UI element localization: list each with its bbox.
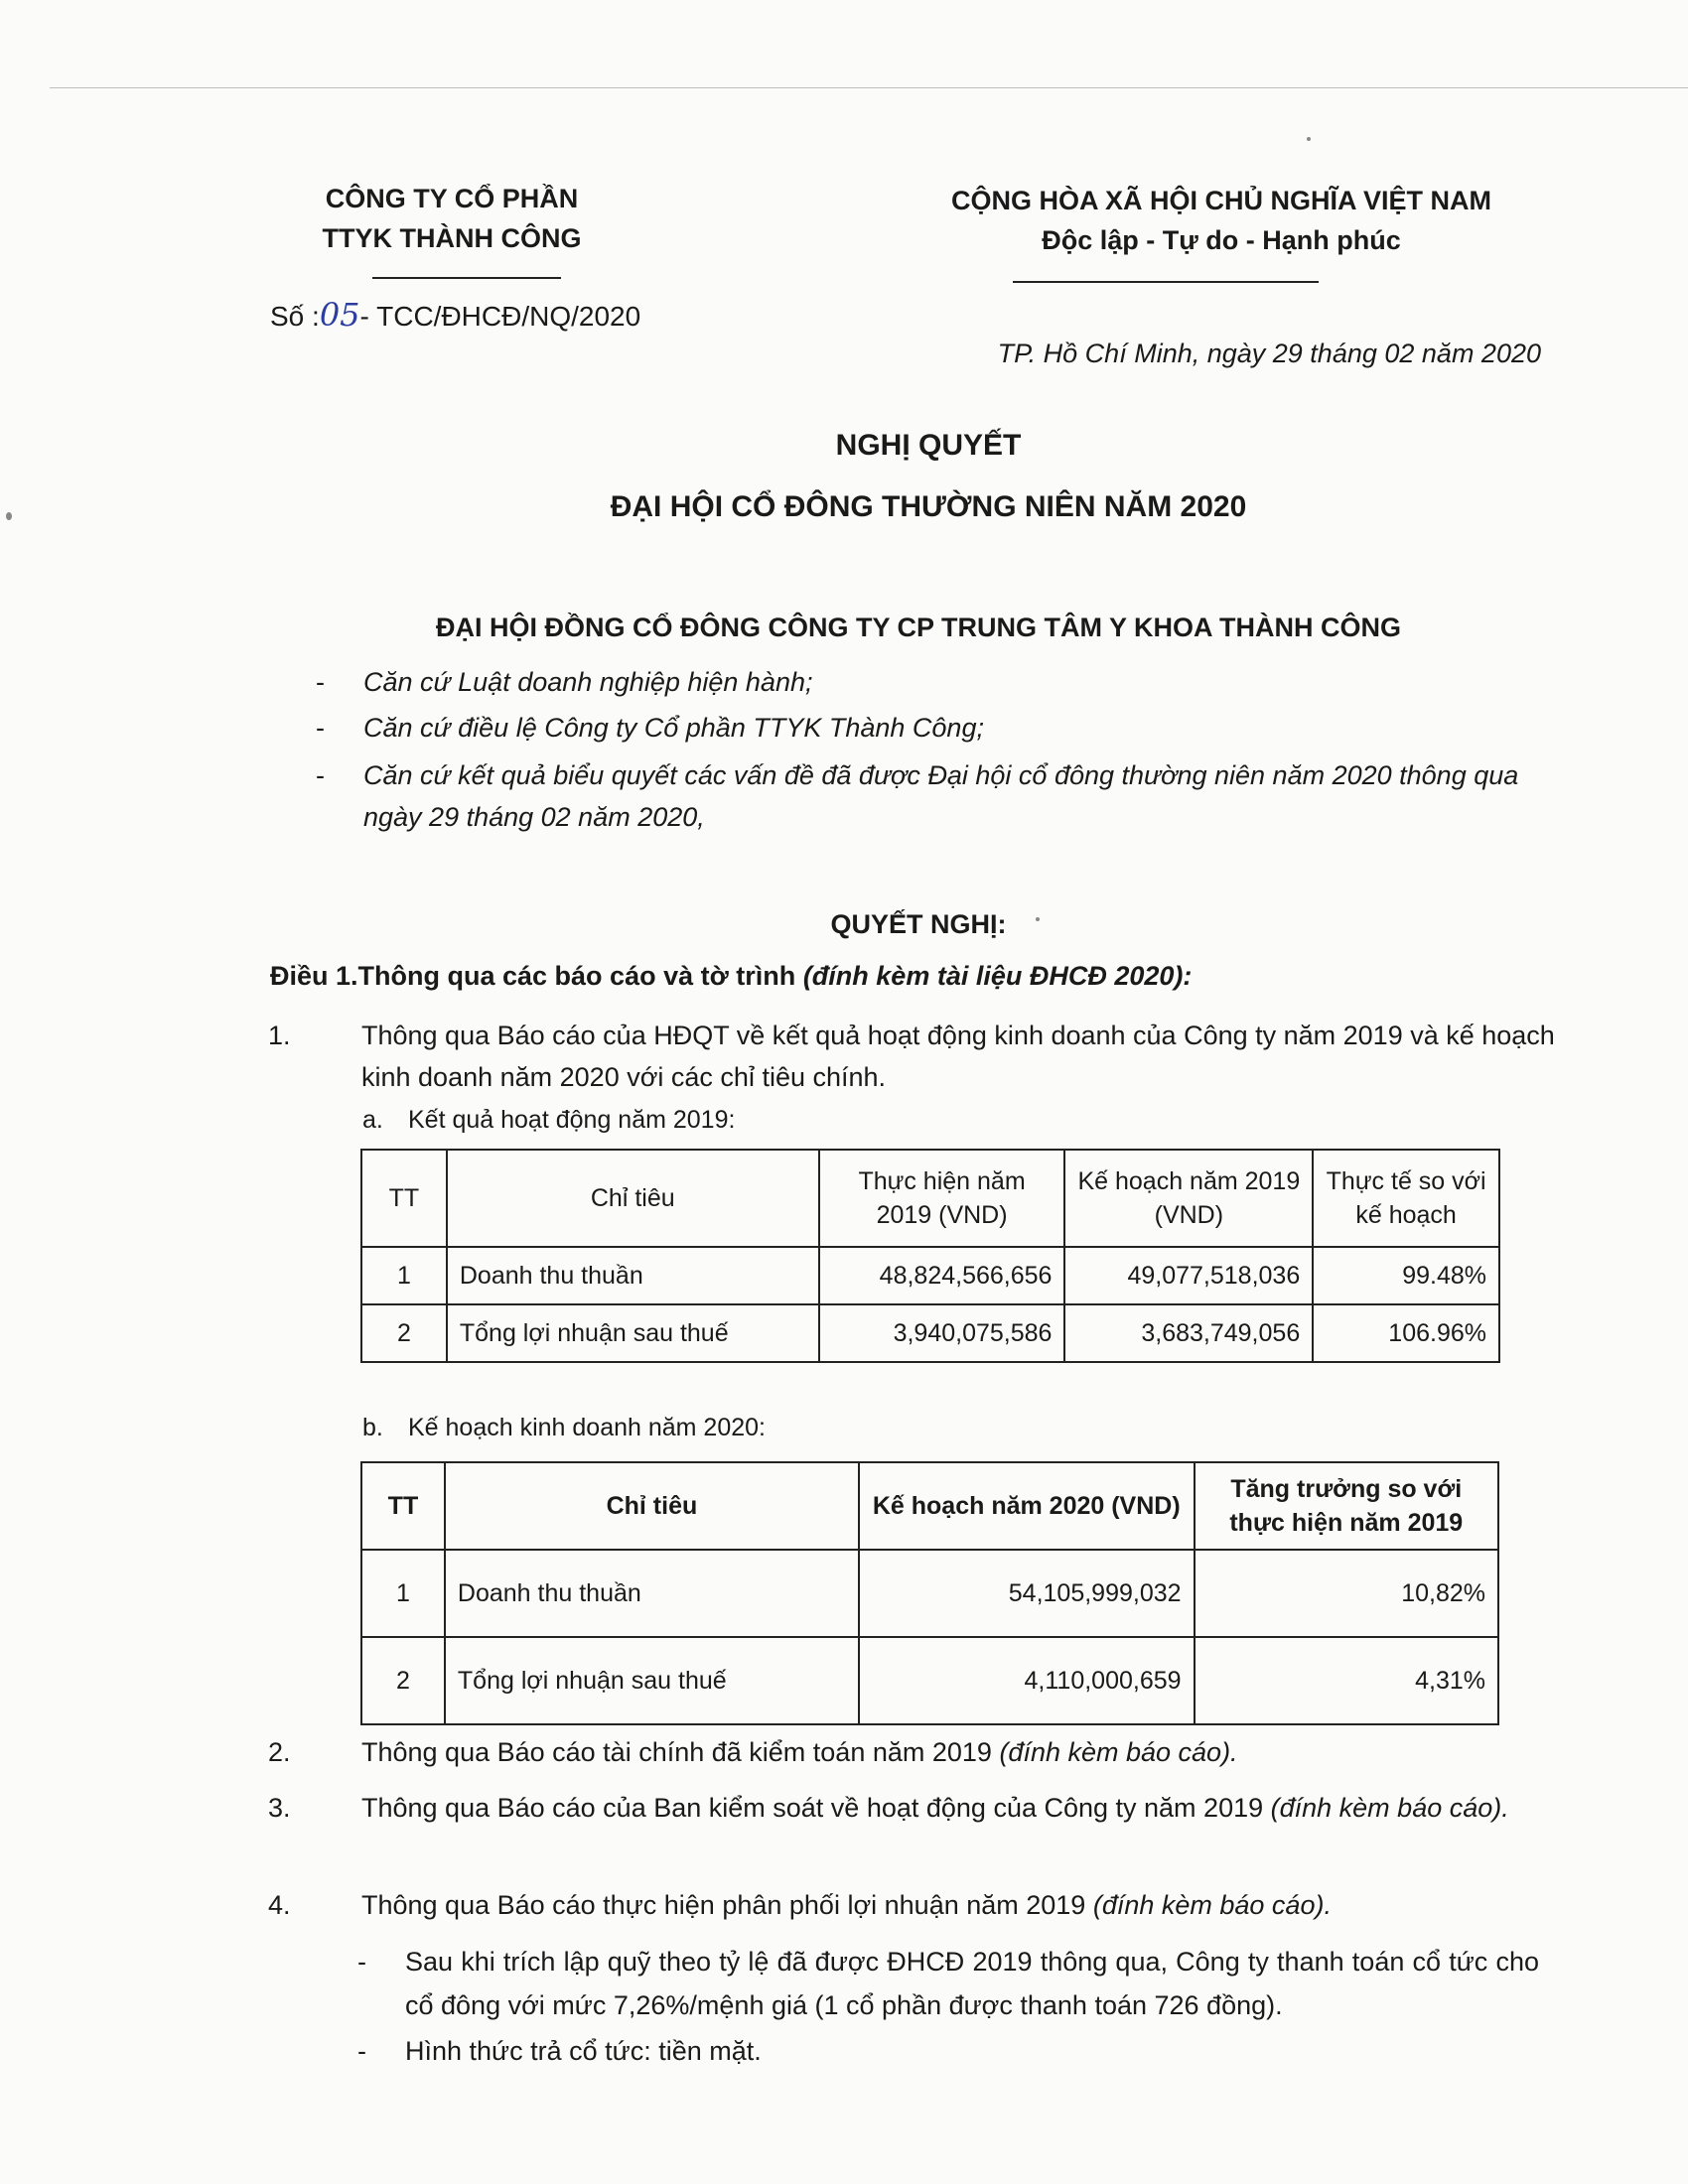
col-header-tt: TT	[361, 1462, 445, 1550]
table-row	[361, 1637, 1498, 1724]
scan-edge-line	[50, 87, 1688, 88]
col-header-indicator: Chỉ tiêu	[447, 1150, 819, 1247]
cell-growth: 10,82%	[1195, 1550, 1498, 1637]
table-header-row	[361, 1462, 1498, 1550]
motto-underline	[1013, 281, 1319, 283]
article-item	[268, 1884, 1559, 1926]
company-underline	[372, 277, 561, 279]
bullet-dash: -	[316, 667, 325, 697]
table-b-title: Kế hoạch kinh doanh năm 2020:	[408, 1414, 766, 1441]
company-line-1: CÔNG TY CỔ PHẦN	[325, 184, 579, 213]
cell-actual: 3,940,075,586	[819, 1304, 1065, 1362]
document-number	[270, 296, 640, 334]
place-date: TP. Hồ Chí Minh, ngày 29 tháng 02 năm 2020	[997, 339, 1541, 368]
resolution-heading: QUYẾT NGHỊ:	[830, 909, 1007, 939]
col-header-tt: TT	[361, 1150, 447, 1247]
article-item	[268, 1787, 1559, 1829]
issuer-heading: ĐẠI HỘI ĐỒNG CỔ ĐÔNG CÔNG TY CP TRUNG TÂM Y KHOA THÀNH CÔNG	[435, 613, 1402, 642]
table-row	[361, 1247, 1499, 1304]
table-a-label: a.	[362, 1106, 383, 1134]
cell-tt: 1	[361, 1550, 445, 1637]
item-text	[361, 1015, 1559, 1098]
basis-item	[316, 707, 1547, 749]
article-1-heading	[270, 961, 1192, 992]
document-subtitle: ĐẠI HỘI CỔ ĐÔNG THƯỜNG NIÊN NĂM 2020	[610, 490, 1247, 523]
item-body: Thông qua Báo cáo tài chính đã kiểm toán năm 2019	[361, 1737, 1000, 1767]
cell-plan: 3,683,749,056	[1064, 1304, 1313, 1362]
table-row	[361, 1550, 1498, 1637]
item-note: (đính kèm báo cáo).	[1092, 1890, 1332, 1920]
article-1-note: (đính kèm tài liệu ĐHCĐ 2020):	[802, 961, 1193, 991]
col-header-ratio: Thực tế so với kế hoạch	[1313, 1150, 1499, 1247]
results-2019-table	[360, 1149, 1500, 1363]
cell-tt: 1	[361, 1247, 447, 1304]
cell-indicator: Doanh thu thuần	[445, 1550, 859, 1637]
doc-no-handwritten: 05	[319, 296, 360, 334]
col-header-actual: Thực hiện năm 2019 (VND)	[819, 1150, 1065, 1247]
doc-no-suffix: - TCC/ĐHCĐ/NQ/2020	[359, 301, 641, 332]
item-note: (đính kèm báo cáo).	[1270, 1793, 1509, 1823]
item-number: 2.	[268, 1737, 291, 1767]
cell-tt: 2	[361, 1637, 445, 1724]
basis-text: Căn cứ kết quả biểu quyết các vấn đề đã được Đại hội cổ đông thường niên năm 2020 thông qua ngày 29 tháng 02 năm 2020,	[363, 760, 1519, 832]
cell-indicator: Doanh thu thuần	[447, 1247, 819, 1304]
table-b-label: b.	[362, 1414, 383, 1441]
item-body: Thông qua Báo cáo của Ban kiểm soát về hoạt động của Công ty năm 2019	[361, 1793, 1271, 1823]
dividend-bullet	[357, 2029, 1539, 2073]
table-a-caption	[362, 1106, 735, 1135]
article-item	[268, 1015, 1559, 1098]
plan-2020-table	[360, 1461, 1499, 1725]
table-b-caption	[362, 1414, 766, 1442]
col-header-indicator: Chỉ tiêu	[445, 1462, 859, 1550]
item-text	[361, 1731, 1559, 1773]
basis-text: Căn cứ điều lệ Công ty Cổ phần TTYK Thành Công;	[363, 713, 984, 743]
scan-speck	[1307, 137, 1311, 141]
company-header	[278, 179, 626, 258]
dividend-bullet	[357, 1940, 1539, 2027]
cell-ratio: 106.96%	[1313, 1304, 1499, 1362]
cell-indicator: Tổng lợi nhuận sau thuế	[447, 1304, 819, 1362]
col-header-growth: Tăng trưởng so với thực hiện năm 2019	[1195, 1462, 1498, 1550]
cell-plan: 49,077,518,036	[1064, 1247, 1313, 1304]
item-number: 3.	[268, 1793, 291, 1823]
table-a-title: Kết quả hoạt động năm 2019:	[408, 1106, 736, 1134]
dividend-text: Hình thức trả cổ tức: tiền mặt.	[405, 2036, 762, 2066]
motto-line: Độc lập - Tự do - Hạnh phúc	[1042, 225, 1401, 255]
table-row	[361, 1304, 1499, 1362]
document-title: NGHỊ QUYẾT	[835, 429, 1022, 462]
cell-actual: 48,824,566,656	[819, 1247, 1065, 1304]
cell-indicator: Tổng lợi nhuận sau thuế	[445, 1637, 859, 1724]
article-1-title: Điều 1.Thông qua các báo cáo và tờ trình	[270, 961, 796, 991]
basis-item	[316, 661, 1547, 703]
table-header-row	[361, 1150, 1499, 1247]
col-header-plan: Kế hoạch năm 2019 (VND)	[1064, 1150, 1313, 1247]
item-note: (đính kèm báo cáo).	[999, 1737, 1238, 1767]
cell-ratio: 99.48%	[1313, 1247, 1499, 1304]
col-header-plan: Kế hoạch năm 2020 (VND)	[859, 1462, 1195, 1550]
item-body: Thông qua Báo cáo thực hiện phân phối lợi nhuận năm 2019	[361, 1890, 1093, 1920]
item-body: Thông qua Báo cáo của HĐQT về kết quả hoạt động kinh doanh của Công ty năm 2019 và kế hoạch kinh doanh năm 2020 với các chỉ tiêu chính.	[361, 1021, 1555, 1092]
cell-tt: 2	[361, 1304, 447, 1362]
bullet-dash: -	[316, 760, 325, 790]
basis-item	[316, 754, 1547, 838]
doc-no-prefix: Số :	[270, 301, 320, 332]
item-text	[361, 1884, 1559, 1926]
nation-header	[854, 181, 1589, 260]
item-number: 1.	[268, 1021, 291, 1050]
bullet-dash: -	[357, 2036, 366, 2066]
item-text	[361, 1787, 1559, 1829]
bullet-dash: -	[316, 713, 325, 743]
item-number: 4.	[268, 1890, 291, 1920]
cell-plan: 4,110,000,659	[859, 1637, 1195, 1724]
company-line-2: TTYK THÀNH CÔNG	[322, 223, 582, 253]
bullet-dash: -	[357, 1947, 366, 1977]
cell-plan: 54,105,999,032	[859, 1550, 1195, 1637]
basis-text: Căn cứ Luật doanh nghiệp hiện hành;	[363, 667, 813, 697]
cell-growth: 4,31%	[1195, 1637, 1498, 1724]
article-item	[268, 1731, 1559, 1773]
dividend-text: Sau khi trích lập quỹ theo tỷ lệ đã được ĐHCĐ 2019 thông qua, Công ty thanh toán cổ tức cho cổ đông với mức 7,26%/mệnh giá (1 cổ phần được thanh toán 726 đồng).	[405, 1947, 1539, 2020]
nation-line-1: CỘNG HÒA XÃ HỘI CHỦ NGHĨA VIỆT NAM	[950, 186, 1491, 215]
